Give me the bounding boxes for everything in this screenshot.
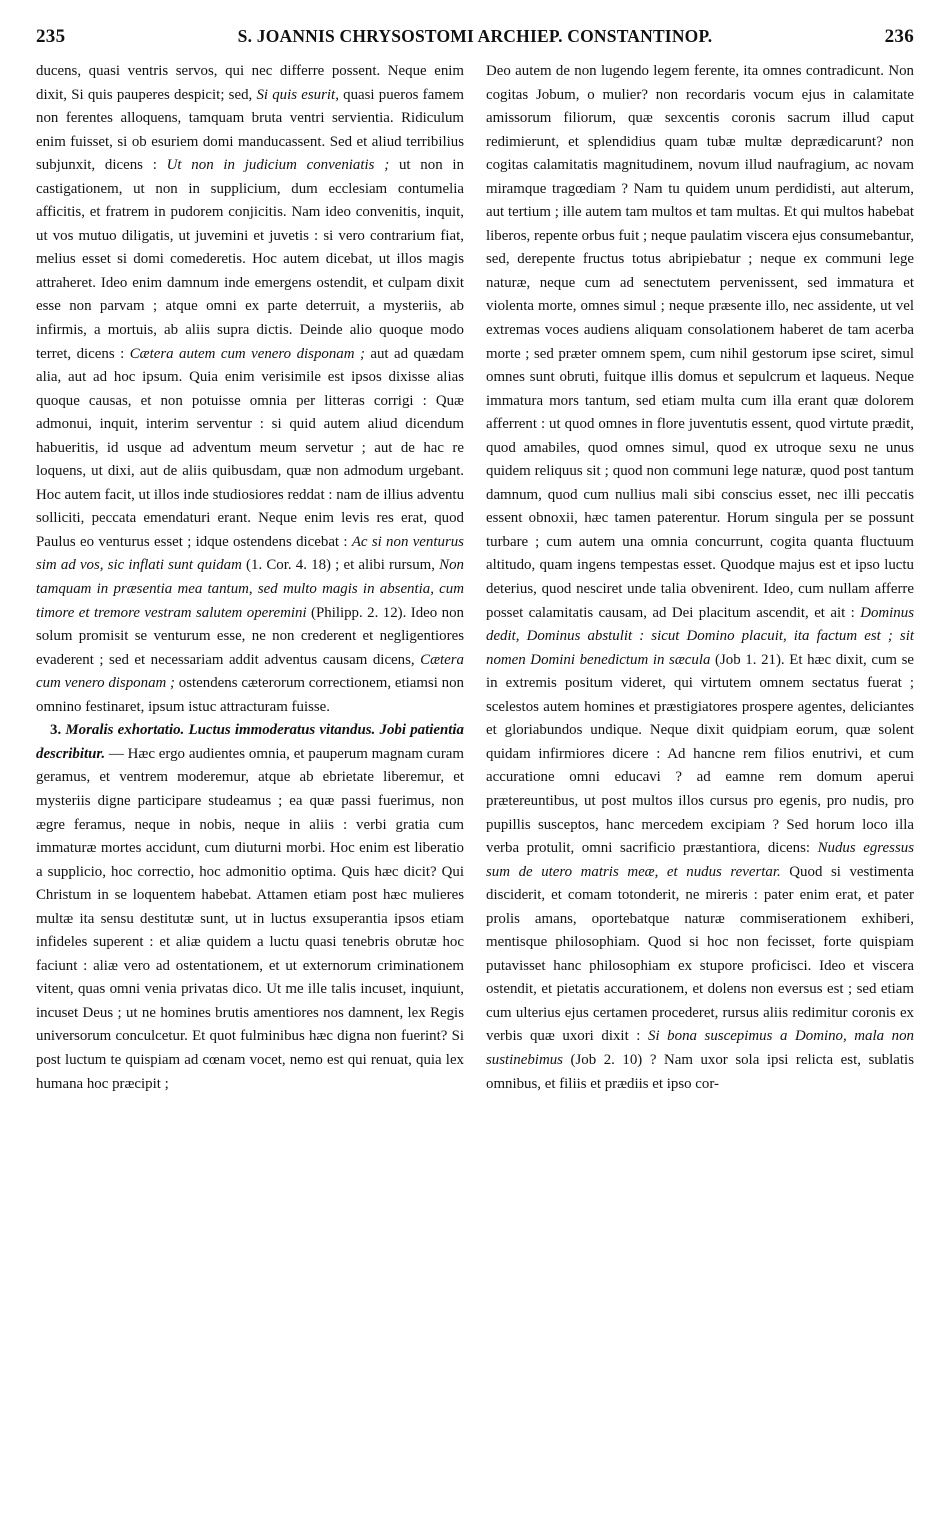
quote-run: Cætera autem cum venero disponam ; <box>129 345 365 362</box>
text-run: ostendens cæterorum correctionem, etiamsi non omnino festinaret, ipsum istuc attracturam fuisse. <box>36 675 464 715</box>
text-run: Deo autem de non lugendo legem ferente, ita omnes contradicunt. Non cogitas Jobum, o mulier? non recordaris vocum ejus in calamitate amissorum filiorum, quæ sexcentis coronis sacrum illud caput redimierunt, et splendidius quam tubæ multæ deprædicarunt? non cogitas calamitatis magnitudinem, novum illud naufragium, ac novam miramque tragœdiam ? Nam tu quidem unum perdidisti, aut alterum, aut tertium ; ille autem tam multos et tam multas. Et qui multos habebat liberos, repente orbus fuit ; neque paulatim viscera ejus consumebantur, sed, derepente fructus totus abripiebatur ; neque ex communi lege naturæ, neque cum ad senectutem pervenissent, sed immatura et violenta morte, omnes simul ; neque præsente illo, nec assidente, ut vel extremas voces audiens aliquam consolationem haberet de tam acerba morte ; sed præter omnem spem, cum nihil gestorum ipse sciret, simul omnes sunt obruti, fuitque illis domus et sepulcrum et laqueus. Neque immatura mors tantum, sed etiam multa cum illa erant quæ dolorem afferrent : ut quod omnes in flore juventutis essent, quod virtute prædit, quod amabiles, quod omnes simul, quod ex utroque sexu ne unus quidem reliquus sit ; quod non communi lege naturæ, quod post tantum damnum, quod cum nullius mali sibi conscius esset, nec illi peccatis essent obnoxii, hæc tamen paterentur. Horum singula per se possunt turbare ; cum autem una omnia concurrunt, cogita quanta fluctuum altitudo, quam ingens tempestas esset. Quodque majus est et ipso luctu deterius, quod nesciret unde talia obvenirent. Ideo, cum nullam afferre posset calamitatis causam, ad Dei placitum ascendit, et ait : <box>486 63 914 621</box>
quote-run: Dominus dedit, Dominus abstulit : sicut Domino placuit, ita factum est ; sit nomen Domini benedictum in sæcula <box>486 604 914 668</box>
quote-run: Cætera cum venero disponam ; <box>36 651 464 692</box>
quote-run: Si quis esurit, <box>256 86 339 103</box>
running-header <box>36 26 914 60</box>
quote-run: Nudus egressus sum de utero matris meæ, et nudus revertar. <box>486 840 914 880</box>
page-number-right: 236 <box>884 26 914 47</box>
text-run: Quod si vestimenta disciderit, et comam totonderit, ne mireris : pater enim erat, et pater prolis amans, oportebatque naturæ commiserationem exhiberi, mentisque philosophiam. Quod si hoc non fecisset, forte quispiam putavisset hanc philosophiam ex stupore proficisci. Ideo et viscera ostendit, et pietatis accurationem, et dolens non eversus est ; sed etiam cum ulterius ejus certamen procederet, rursus aliis redimitur coronis ex verbis quæ uxori dixit : <box>486 863 914 1045</box>
quote-run: Ac si non venturus sim ad vos, sic inflati sunt quidam <box>36 533 464 574</box>
section-number: 3. <box>50 722 62 739</box>
quote-run: Ut non in judicium conveniatis ; <box>166 157 390 174</box>
text-run: (Job 1. 21). Et hæc dixit, cum se in extremis positum videret, qui virtutem omnem sectatus fuerat ; scelestos autem homines et præstigiatores prospere agentes, deliciantes et gloriabundos undique. Neque dixit quidpiam eorum, quæ solent quidam infirmiores dicere : Ad hancne rem filios enutrivi, et cum accuratione omni educavi ? ad eamne rem domum aperui prætereuntibus, ut post multos illos cursus pro egenis, pro nudis, pro pupillis susceptos, hanc mercedem excipiam ? Sed horum loco illa verba protulit, omni sacrificio præstantiora, dicens: <box>486 651 914 857</box>
left-column <box>36 60 464 1096</box>
text-run: (1. Cor. 4. 18) ; et alibi rursum, <box>241 557 440 574</box>
section-heading: Moralis exhortatio. Luctus immoderatus vitandus. Jobi patientia describitur. <box>36 722 464 762</box>
text-columns <box>36 60 914 1096</box>
quote-run: Non tamquam in præsentia mea tantum, sed multo magis in absentia, cum timore et tremore vestram salutem operemini <box>36 557 464 621</box>
text-run: aut ad quædam alia, aut ad hoc ipsum. Quia enim verisimile est ipsos dixisse alias quoque causas, et non potuisse omnia per litteras corrigi : Quæ admonui, inquit, interim serventur : si quid autem aliud dicendum habueritis, id usque ad adventum meum servetur ; aut de hac re loquens, ut dixi, aut de aliis quibusdam, quæ non admodum urgebant. Hoc autem facit, ut illos inde studiosiores reddat : nam de illius adventu solliciti, peccata emendaturi erant. Neque enim levis res erat, quod Paulus eo venturus esset ; idque ostendens dicebat : <box>36 345 465 550</box>
text-run: — Hæc ergo audientes omnia, et pauperum magnam curam geramus, et ventrem moderemur, atque ab ebrietate liberemur, et mysteriis digne participare studeamus ; ea quæ passi fuerimus, non ægre feramus, neque in nobis, neque in aliis : verbi gratia cum immaturæ mortes accidunt, cum diuturni morbi. Hoc enim est liberatio a supplicio, hoc correctio, hoc admonitio optima. Quis hæc dicit? Qui Christum in se loquentem habebat. Attamen etiam post hæc mulieres multæ ita sensu destitutæ sunt, ut in luctus exsuperantia ipsos etiam infideles superent : et aliæ quidem a luctu quasi tenebris obrutæ hoc faciunt : aliæ vero ad ostentationem, et ut externorum criminationem vitent, quas omni venia privatas dico. Ut me ille talis incuset, inquiunt, incuset Deus ; ut ne homines brutis amentiores nos damnent, lex Regis universorum conculcetur. Et quot fulminibus hæc digna non fuerint? Si post luctum te quispiam ad cœnam vocet, nemo est qui renuat, quia lex humana hoc præcipit ; <box>36 745 464 1092</box>
text-run: ut non in castigationem, ut non in supplicium, dum ecclesiam contumelia afficitis, et fratrem in pudorem conjicitis. Nam ideo convenitis, inquit, ut vos mutuo diligatis, ut juvemini et juvetis : si vero contrarium fiat, melius esset si domi comederetis. Hoc autem dicebat, ut illos magis attraheret. Ideo enim damnum inde emergens ostendit, et culpam dixit esse non parvam ; atque omni ex parte deterruit, a mysteriis, ab infirmis, a mortuis, ab aliis supra dictis. Deinde alio quoque modo terret, dicens : <box>36 157 464 362</box>
text-run: (Job 2. 10) ? Nam uxor sola ipsi relicta est, sublatis omnibus, et filiis et prædiis et ipso cor- <box>486 1051 914 1092</box>
text-run: (Philipp. 2. 12). Ideo non solum promisit se venturum esse, ne non crederent et negligentiores evaderent ; sed et necessariam addit adventus causam dicens, <box>36 604 464 668</box>
text-run: ducens, quasi ventris servos, qui nec differre possent. Neque enim dixit, Si quis pauperes despicit; sed, <box>36 63 464 103</box>
paragraph-continuation <box>36 60 464 719</box>
running-title: S. JOANNIS CHRYSOSTOMI ARCHIEP. CONSTANTINOP. <box>237 26 713 46</box>
paragraph-continuation <box>486 60 914 1096</box>
quote-run: Si bona suscepimus a Domino, mala non sustinebimus <box>486 1028 914 1068</box>
section-paragraph <box>36 719 464 1096</box>
page-number-left: 235 <box>36 26 66 47</box>
text-run: quasi pueros famem non ferentes alloquens, tamquam bruta ventri servientia. Ridiculum enim fuisset, si ob esuriem domi manducassent. Sed et aliud terribilius subjunxit, dicens : <box>36 86 465 174</box>
right-column <box>486 60 914 1096</box>
